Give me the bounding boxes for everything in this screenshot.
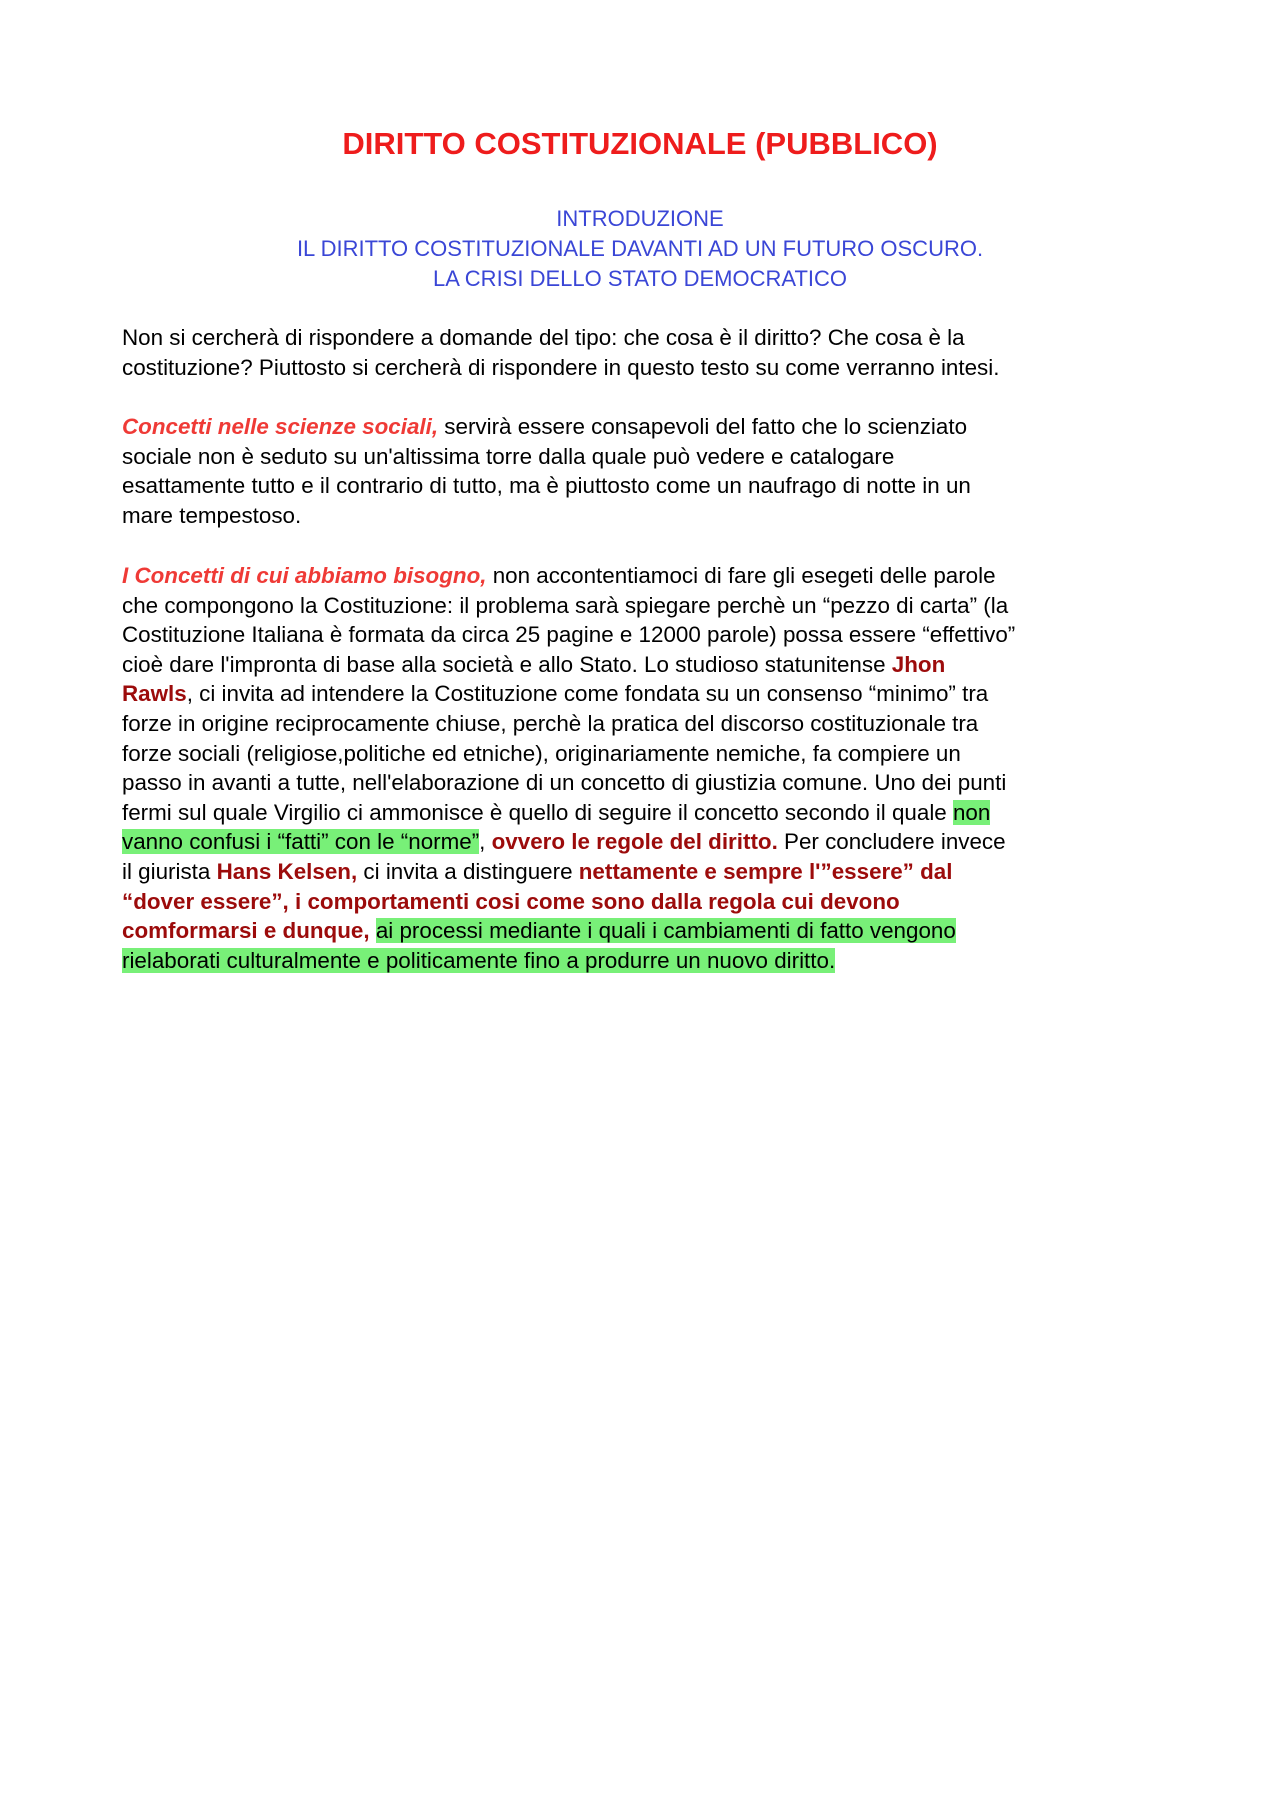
author-name-kelsen: Hans Kelsen,	[216, 858, 358, 884]
author-name-rawls: Rawls	[122, 681, 187, 707]
text-run: il giurista	[122, 858, 217, 884]
subtitle-line: IL DIRITTO COSTITUZIONALE DAVANTI AD UN FUTURO OSCURO.	[296, 236, 984, 261]
text-run	[370, 918, 376, 943]
text-line: esattamente tutto e il contrario di tutto, ma è piuttosto come un naufrago di notte in un	[122, 473, 971, 499]
text-line: costituzione? Piuttosto si cercherà di rispondere in questo testo su come verranno intesi.	[122, 354, 1000, 380]
emphasis-text: ovvero le regole del diritto.	[491, 829, 778, 855]
text-line	[122, 857, 1172, 887]
text-line	[122, 946, 1172, 976]
highlighted-text: vanno confusi i “fatti” con le “norme”	[122, 829, 480, 855]
text-run: Per concludere invece	[777, 829, 1006, 855]
document-subtitle	[0, 204, 1280, 294]
emphasis-text: nettamente e sempre l'”essere” dal	[578, 858, 953, 884]
text-run: fermi sul quale Virgilio ci ammonisce è quello di seguire il concetto secondo il quale	[122, 799, 953, 825]
text-run: cioè dare l'impronta di base alla società e allo Stato. Lo studioso statunitense	[122, 651, 892, 677]
text-run: ci invita a distinguere	[357, 858, 579, 884]
highlighted-text: rielaborati culturalmente e politicamente fino a produrre un nuovo diritto.	[122, 947, 836, 973]
text-run: servirà essere consapevoli del fatto che lo scienziato	[438, 414, 968, 439]
text-line	[122, 827, 1172, 857]
paragraph-concepts	[122, 561, 1172, 975]
text-line	[122, 679, 1172, 709]
author-name-rawls: Jhon	[891, 651, 946, 677]
text-run: , ci invita ad intendere la Costituzione come fondata su un consenso “minimo” tra	[186, 681, 989, 707]
highlighted-text: ai processi mediante i quali i cambiamenti di fatto vengono	[375, 918, 956, 944]
text-line: Costituzione Italiana è formata da circa 25 pagine e 12000 parole) possa essere “effettivo”	[122, 622, 1016, 648]
text-line: forze in origine reciprocamente chiuse, perchè la pratica del discorso costituzionale tra	[122, 710, 979, 736]
text-line: mare tempestoso.	[122, 502, 302, 528]
emphasis-text: comformarsi e dunque,	[122, 918, 370, 944]
text-line	[122, 561, 1172, 591]
text-line	[122, 916, 1172, 946]
text-run: ,	[479, 829, 492, 855]
text-line: che compongono la Costituzione: il problema sarà spiegare perchè un “pezzo di carta” (la	[122, 592, 1009, 618]
highlighted-text: non	[952, 799, 991, 825]
document-title: DIRITTO COSTITUZIONALE (PUBBLICO)	[342, 126, 938, 161]
subtitle-line: INTRODUZIONE	[556, 206, 724, 231]
text-line	[122, 798, 1172, 828]
paragraph-lead: Concetti nelle scienze sociali,	[122, 414, 439, 439]
paragraph-lead: I Concetti di cui abbiamo bisogno,	[122, 563, 487, 588]
text-line: forze sociali (religiose,politiche ed etniche), originariamente nemiche, fa compiere un	[122, 740, 961, 766]
text-line: Non si cercherà di rispondere a domande del tipo: che cosa è il diritto? Che cosa è la	[122, 325, 965, 350]
text-line: passo in avanti a tutte, nell'elaborazione di un concetto di giustizia comune. Uno dei punti	[122, 770, 1007, 796]
text-line	[122, 412, 1172, 442]
emphasis-text: “dover essere”, i comportamenti cosi come sono dalla regola cui devono	[122, 888, 900, 914]
paragraph-social-sciences	[122, 412, 1172, 530]
text-line: sociale non è seduto su un'altissima torre dalla quale può vedere e catalogare	[122, 443, 895, 469]
paragraph-intro	[122, 323, 1172, 382]
text-line	[122, 887, 1172, 917]
text-run: non accontentiamoci di fare gli esegeti delle parole	[486, 563, 996, 588]
subtitle-line: LA CRISI DELLO STATO DEMOCRATICO	[432, 266, 847, 291]
text-line	[122, 650, 1172, 680]
